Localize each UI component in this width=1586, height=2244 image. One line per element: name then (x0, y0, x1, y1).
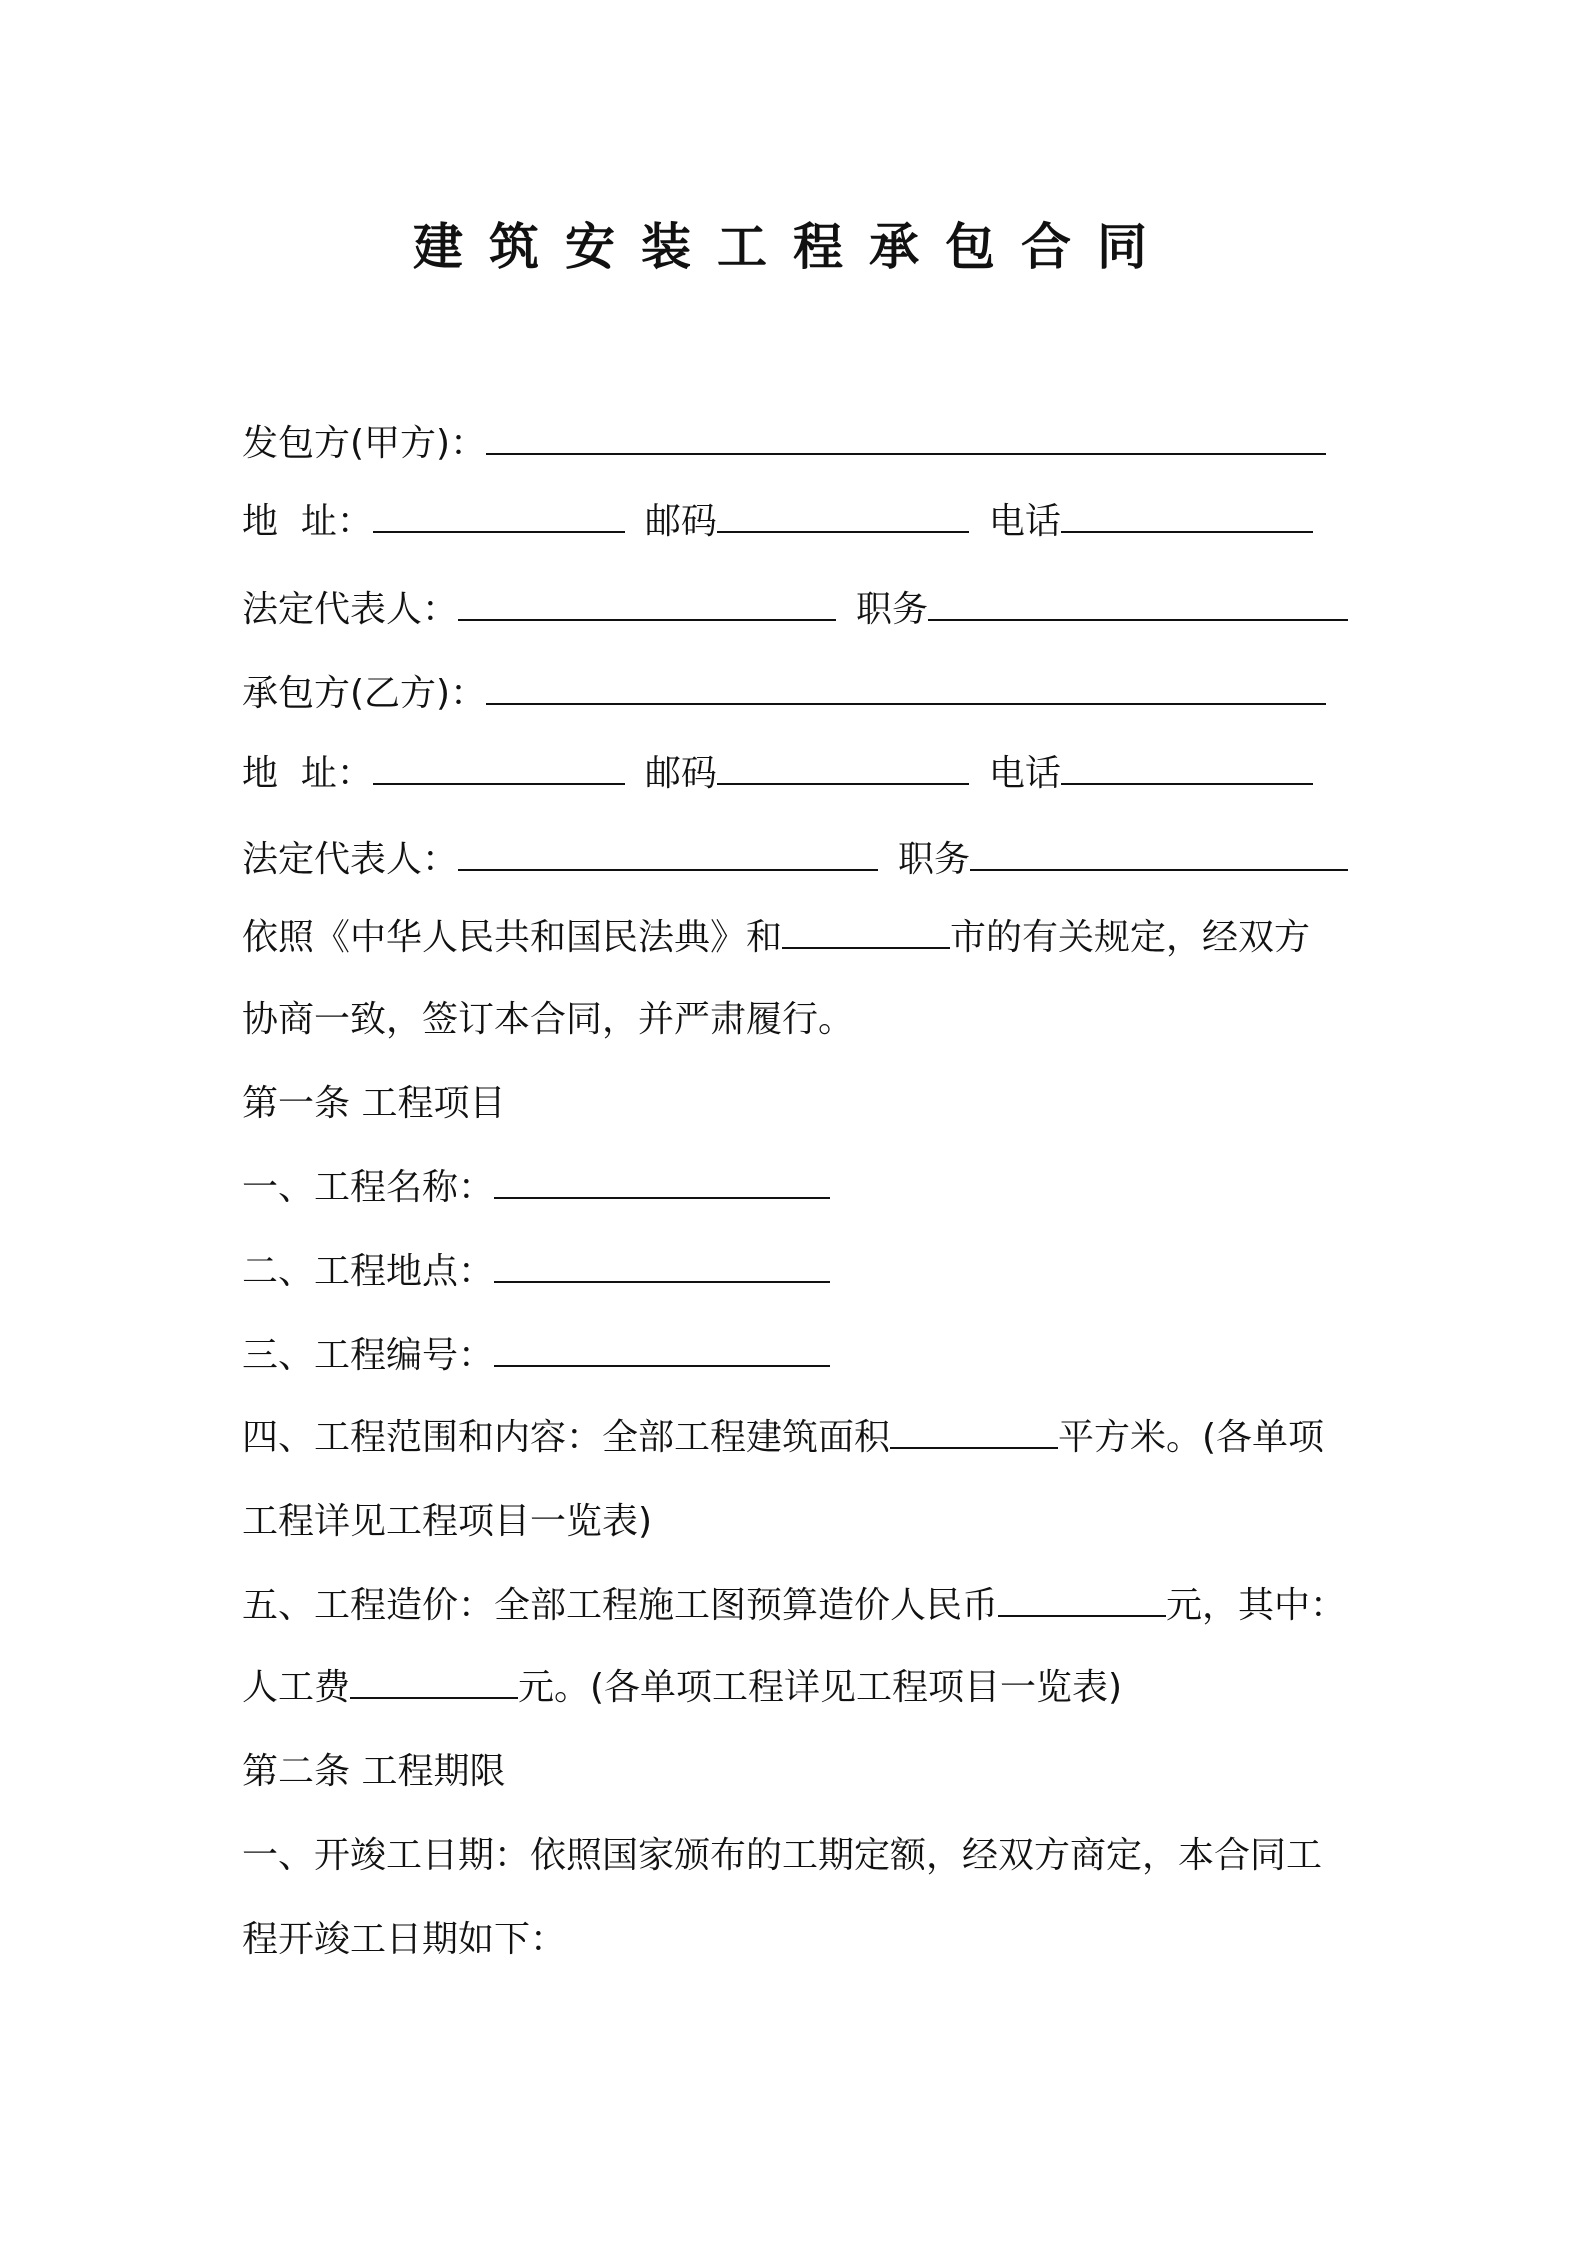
party-a-phone-field[interactable] (1061, 497, 1313, 533)
party-b-rep-row (242, 834, 1348, 886)
schedule-line-1: 一、开竣工日期：依照国家颁布的工期定额，经双方商定，本合同工 (242, 1835, 1323, 1876)
party-a-name-field[interactable] (486, 419, 1326, 455)
project-scope-text: 四、工程范围和内容：全部工程建筑面积 (242, 1417, 891, 1458)
page-title: 建筑安装工程承包合同 (413, 218, 1173, 276)
party-b-contact-row (242, 748, 1313, 800)
party-a-rep-row (242, 584, 1348, 636)
labor-cost-label: 人工费 (242, 1667, 351, 1708)
preamble-line-1 (242, 912, 1310, 964)
party-b-rep-field[interactable] (458, 835, 878, 871)
party-a-postcode-label: 邮码 (644, 501, 717, 542)
party-b-name-field[interactable] (486, 669, 1326, 705)
project-location-label: 二、工程地点： (242, 1251, 495, 1292)
party-a-phone-label: 电话 (988, 501, 1061, 542)
city-field[interactable] (782, 913, 950, 949)
party-a-rep-label: 法定代表人： (242, 589, 459, 630)
labor-cost-row (242, 1662, 1122, 1714)
party-b-postcode-label: 邮码 (644, 753, 717, 794)
party-a-position-label: 职务 (856, 589, 929, 630)
party-b-label: 承包方(乙方)： (242, 673, 487, 714)
project-scope-line-2: 工程详见工程项目一览表) (242, 1501, 653, 1542)
project-location-field[interactable] (494, 1247, 830, 1283)
labor-cost-field[interactable] (350, 1663, 518, 1699)
party-a-postcode-field[interactable] (717, 497, 969, 533)
article-1-heading: 第一条 工程项目 (242, 1083, 506, 1124)
party-a-label: 发包方(甲方)： (242, 423, 487, 464)
project-cost-text: 五、工程造价：全部工程施工图预算造价人民币 (242, 1585, 999, 1626)
party-a-rep-field[interactable] (458, 585, 836, 621)
building-area-field[interactable] (890, 1413, 1058, 1449)
party-a-address-field[interactable] (373, 497, 625, 533)
labor-cost-unit: 元。(各单项工程详见工程项目一览表) (518, 1667, 1123, 1708)
project-name-label: 一、工程名称： (242, 1167, 495, 1208)
party-b-phone-label: 电话 (988, 753, 1061, 794)
project-number-field[interactable] (494, 1331, 830, 1367)
party-b-position-field[interactable] (970, 835, 1348, 871)
article-2-heading: 第二条 工程期限 (242, 1751, 506, 1792)
party-a-address-label: 地 址： (242, 501, 373, 542)
project-location-row (242, 1246, 830, 1298)
party-b-address-field[interactable] (373, 749, 625, 785)
party-a-row (242, 418, 1326, 470)
party-b-rep-label: 法定代表人： (242, 839, 459, 880)
preamble-text-before: 依照《中华人民共和国民法典》和 (242, 917, 783, 958)
project-scope-unit: 平方米。(各单项 (1058, 1417, 1325, 1458)
project-number-label: 三、工程编号： (242, 1335, 495, 1376)
total-cost-field[interactable] (998, 1581, 1166, 1617)
party-b-row (242, 668, 1326, 720)
party-b-phone-field[interactable] (1061, 749, 1313, 785)
party-b-address-label: 地 址： (242, 753, 373, 794)
party-b-postcode-field[interactable] (717, 749, 969, 785)
project-number-row (242, 1330, 830, 1382)
schedule-line-2: 程开竣工日期如下： (242, 1919, 567, 1960)
project-name-row (242, 1162, 830, 1214)
project-cost-row (242, 1580, 1346, 1632)
preamble-line-2: 协商一致，签订本合同，并严肃履行。 (242, 999, 855, 1040)
party-b-position-label: 职务 (898, 839, 971, 880)
project-name-field[interactable] (494, 1163, 830, 1199)
project-cost-unit: 元，其中： (1166, 1585, 1347, 1626)
preamble-text-after: 市的有关规定，经双方 (950, 917, 1311, 958)
party-a-contact-row (242, 496, 1313, 548)
party-a-position-field[interactable] (928, 585, 1348, 621)
project-scope-row (242, 1412, 1324, 1464)
